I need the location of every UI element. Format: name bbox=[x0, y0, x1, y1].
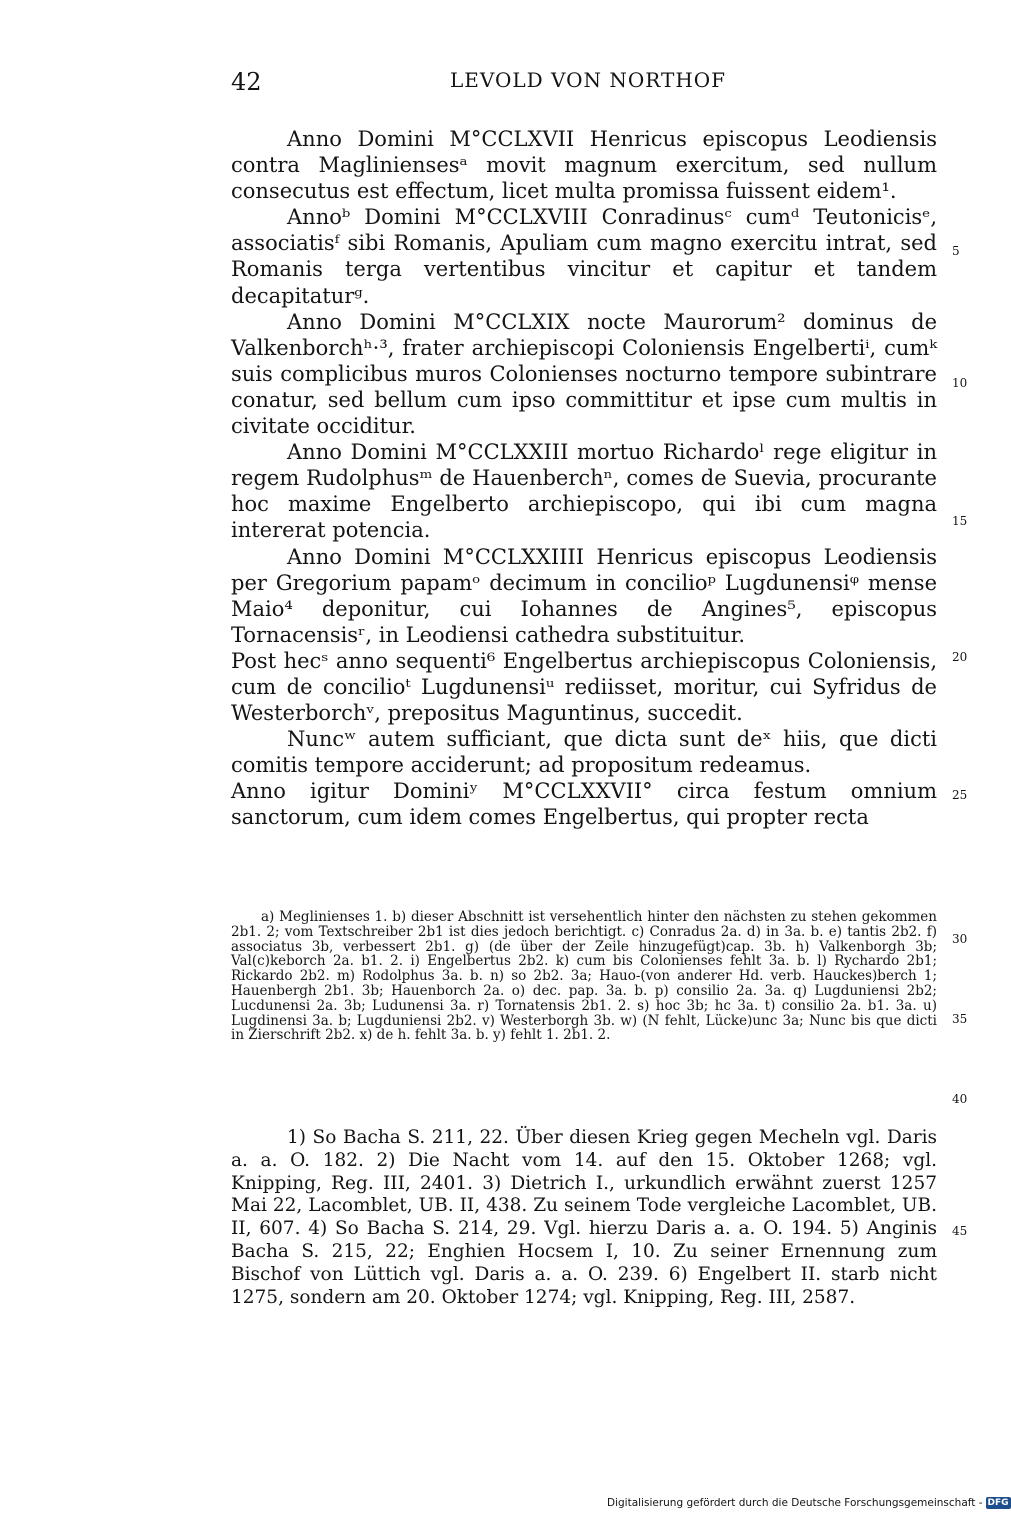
paragraph: Anno Domini M°CCLXVII Henricus episcopus Leodiensis contra Magliniensesᵃ movit magnum exercitum, sed nullum consecutus est effectum, licet multa promissa fuissent eidem¹. bbox=[231, 127, 937, 204]
paragraph: Nuncʷ autem sufficiant, que dicta sunt deˣ hiis, que dicti comitis tempore acciderunt; ad propositum redeamus. bbox=[231, 727, 937, 778]
line-number: 30 bbox=[952, 932, 968, 946]
side-notes bbox=[0, 0, 232, 900]
paragraph: Post hecˢ anno sequenti⁶ Engelbertus archiepiscopus Coloniensis, cum de concilioᵗ Lugdunensiᵘ rediisset, moritur, cui Syfridus de Westerborchᵛ, prepositus Maguntinus, succedit. bbox=[231, 648, 937, 726]
page-number: 42 bbox=[231, 68, 262, 96]
line-number: 15 bbox=[952, 514, 968, 528]
footer bbox=[607, 1497, 1011, 1509]
apparatus-text: a) Meglinienses 1. b) dieser Abschnitt ist versehentlich hinter den nächsten zu stehen gekommen 2b1. 2; vom Textschreiber 2b1 ist dies jedoch berichtigt. c) Conradus 2a. d) in 3a. b. e) tantis 2b2. f) associatus 3b, verbessert 2b1. g) (de über der Zeile hinzugefügt)cap. 3b. h) Valkenborgh 3b; Val(c)keborch 2a. b1. 2. i) Engelbertus 2b2. k) cum bis Colonienses fehlt 3a. b. l) Rychardo 2b1; Rickardo 2b2. m) Rodolphus 3a. b. n) so 2b2. 3a; Hauo-(von anderer Hd. verb. Hauckes)berch 1; Hauenbergh 2b1. 3b; Hauenborch 2a. o) dec. pap. 3a. b. p) consilio 2a. 3a. q) Lugduniensi 2b2; Lucdunensi 2a. 3b; Ludunensi 3a. r) Tornatensis 2b1. 2. s) hoc 3b; hc 3a. t) consilio 2a. b1. 3a. u) Lugdinensi 3a. b; Lugduniensi 2b2. v) Westerborgh 3b. w) (N fehlt, Lücke)unc 3a; Nunc bis que dicti in Zierschrift 2b2. x) de h. fehlt 3a. b. y) fehlt 1. 2b1. 2. bbox=[231, 909, 937, 1044]
footnote-text: 1) So Bacha S. 211, 22. Über diesen Krieg gegen Mecheln vgl. Daris a. a. O. 182. 2) Die Nacht vom 14. auf den 15. Oktober 1268; vgl. Knipping, Reg. III, 2401. 3) Dietrich I., urkundlich erwähnt zuerst 1257 Mai 22, Lacomblet, UB. II, 438. Zu seinem Tode vergleiche Lacomblet, UB. II, 607. 4) So Bacha S. 214, 29. Vgl. hierzu Daris a. a. O. 194. 5) Anginis Bacha S. 215, 22; Enghien Hocsem I, 10. Zu seiner Ernennung zum Bischof von Lüttich vgl. Daris a. a. O. 239. 6) Engelbert II. starb nicht 1275, sondern am 20. Oktober 1274; vgl. Knipping, Reg. III, 2587. bbox=[231, 1127, 937, 1308]
line-number: 35 bbox=[952, 1012, 968, 1026]
paragraph: Annoᵇ Domini M°CCLXVIII Conradinusᶜ cumᵈ Teutonicisᵉ, associatisᶠ sibi Romanis, Apuliam cum magno exercitu intrat, sed Romanis terga vertentibus vincitur et capitur et tandem decapitaturᵍ. bbox=[231, 205, 937, 308]
line-number: 5 bbox=[952, 244, 960, 258]
running-head: LEVOLD VON NORTHOF bbox=[450, 68, 727, 92]
paragraph: Anno Domini M°CCLXXIIII Henricus episcopus Leodiensis per Gregorium papamᵒ decimum in concilioᵖ Lugdunensiᵠ mense Maio⁴ deponitur, cui Iohannes de Angines⁵, episcopus Tornacensisʳ, in Leodiensi cathedra substituitur. bbox=[231, 544, 937, 647]
main-text bbox=[231, 126, 937, 831]
footer-text: Digitalisierung gefördert durch die Deutsche Forschungsgemeinschaft - bbox=[607, 1497, 983, 1509]
paragraph: Anno Domini M°CCLXXIII mortuo Richardoˡ rege eligitur in regem Rudolphusᵐ de Hauenberchⁿ, comes de Suevia, procurante hoc maxime Engelberto archiepiscopo, qui ibi cum magna intererat potencia. bbox=[231, 440, 937, 543]
line-number: 20 bbox=[952, 650, 968, 664]
line-number: 40 bbox=[952, 1092, 968, 1106]
critical-apparatus bbox=[231, 910, 937, 1043]
dfg-logo: DFG bbox=[987, 1498, 1009, 1508]
footnotes bbox=[231, 1127, 937, 1309]
paragraph: Anno Domini M°CCLXIX nocte Maurorum² dominus de Valkenborchʰ·³, frater archiepiscopi Coloniensis Engelbertiⁱ, cumᵏ suis complicibus muros Colonienses nocturno tempore subintrare conatur, sed bellum cum ipso committitur et ipse cum multis in civitate occiditur. bbox=[231, 309, 937, 439]
line-number: 45 bbox=[952, 1224, 968, 1238]
paragraph: Anno igitur Dominiʸ M°CCLXXVII° circa festum omnium sanctorum, cum idem comes Engelbertus, qui propter recta bbox=[231, 779, 937, 830]
line-number: 10 bbox=[952, 376, 968, 390]
line-number: 25 bbox=[952, 788, 968, 802]
